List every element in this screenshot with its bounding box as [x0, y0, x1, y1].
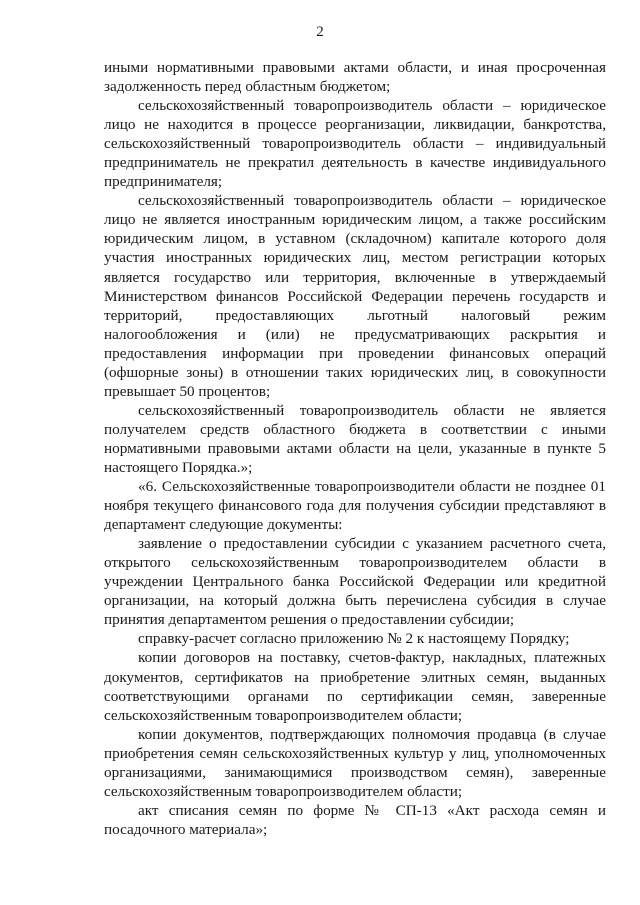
page-number: 2: [316, 24, 324, 40]
paragraph-5: «6. Сельскохозяйственные товаропроизводители области не позднее 01 ноября текущего финансового года для получения субсидии представляют в департамент следующие документы:: [104, 478, 606, 534]
paragraph-4: сельскохозяйственный товаропроизводитель области не является получателем средств областного бюджета в соответствии с иными нормативными правовыми актами области на цели, указанные в пункте 5 настоящего Порядка.»;: [104, 401, 606, 476]
paragraph-9: копии документов, подтверждающих полномочия продавца (в случае приобретения семян сельскохозяйственных культур у лиц, уполномоченных организациями, занимающимися производством семян), заверенные сельскохозяйственным товаропроизводителем области;: [104, 725, 606, 800]
paragraph-2: сельскохозяйственный товаропроизводитель области – юридическое лицо не находится в процессе реорганизации, ликвидации, банкротства, сельскохозяйственный товаропроизводитель области – индивидуальный предприниматель не прекратил деятельность в качестве индивидуального предпринимателя;: [104, 97, 606, 191]
paragraph-3: сельскохозяйственный товаропроизводитель области – юридическое лицо не является иностранным юридическим лицом, а также российским юридическим лицом, в уставном (складочном) капитале которого доля участия иностранных юридических лиц, местом регистрации которых является государство или территория, включенные в утверждаемый Министерством финансов Российской Федерации перечень государств и территорий, предоставляющих льготный налоговый режим налогообложения и (или) не предусматривающих раскрытия и предоставления информации при проведении финансовых операций (офшорные зоны) в отношении таких юридических лиц, в совокупности превышает 50 процентов;: [104, 192, 606, 400]
document-body: [104, 58, 606, 839]
paragraph-6: заявление о предоставлении субсидии с указанием расчетного счета, открытого сельскохозяйственным товаропроизводителем области в учреждении Центрального банка Российской Федерации или кредитной организации, на который должна быть перечислена субсидия в случае принятия департаментом решения о предоставлении субсидии;: [104, 535, 606, 629]
paragraph-7: справку-расчет согласно приложению № 2 к настоящему Порядку;: [138, 630, 570, 648]
paragraph-1: иными нормативными правовыми актами области, и иная просроченная задолженность перед областным бюджетом;: [104, 59, 606, 96]
paragraph-10: акт списания семян по форме № СП-13 «Акт расхода семян и посадочного материала»;: [104, 801, 606, 838]
paragraph-8: копии договоров на поставку, счетов-фактур, накладных, платежных документов, сертификатов на приобретение элитных семян, выданных соответствующими органами по сертификации семян, заверенные сельскохозяйственным товаропроизводителем области;: [104, 649, 606, 724]
